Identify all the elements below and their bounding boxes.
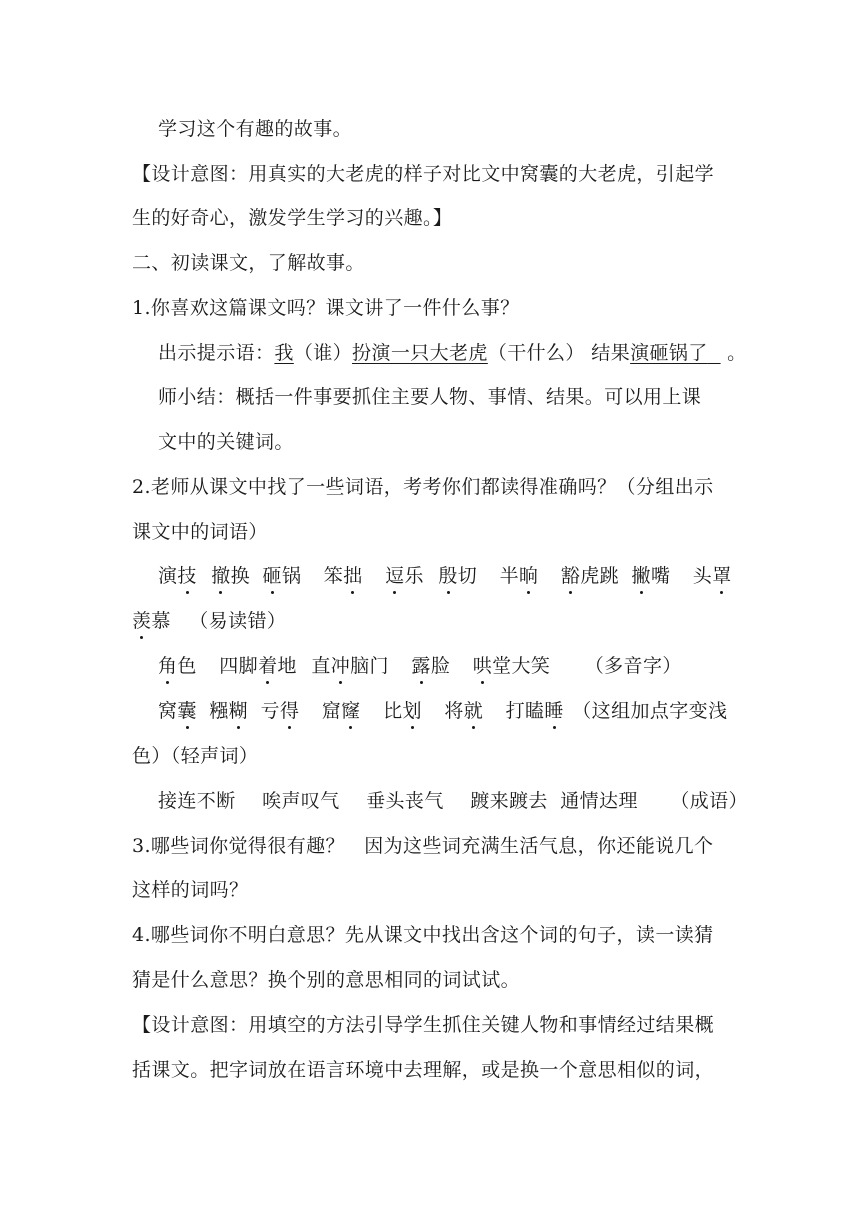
- word-item: 砸锅: [262, 565, 302, 587]
- word-item: 角色: [158, 655, 197, 677]
- word-item: 逗乐: [385, 565, 424, 587]
- word-group-2: [158, 654, 682, 678]
- word-item: 垂头丧气: [366, 790, 444, 812]
- word-item: 演技: [158, 565, 197, 587]
- word-item: 撇嘴: [631, 565, 671, 587]
- question-2-line-2: 课文中的词语）: [132, 521, 268, 543]
- teacher-summary-line-1: 师小结：概括一件事要抓住主要人物、事情、结果。可以用上课: [158, 386, 702, 408]
- word-item: 殷切: [438, 565, 478, 587]
- word-group-1-line-2: [132, 609, 286, 633]
- word-item: 露脸: [411, 655, 451, 677]
- group-note: （易读错）: [189, 610, 287, 632]
- question-4-line-2: 猜是什么意思？换个别的意思相同的词试试。: [132, 969, 521, 991]
- word-item: 撤换: [211, 565, 251, 587]
- teacher-summary-line-2: 文中的关键词。: [158, 431, 294, 453]
- question-3-line-2: 这样的词吗？: [132, 879, 249, 901]
- blank-result: 演砸锅了: [630, 342, 708, 364]
- word-item: 笨拙: [323, 565, 363, 587]
- word-item: 直冲脑门: [311, 655, 389, 677]
- word-item: 半晌: [499, 565, 539, 587]
- word-item: 豁虎跳: [560, 565, 620, 587]
- word-item: 头罩: [692, 565, 732, 587]
- prompt-label: 出示提示语：: [158, 342, 275, 364]
- question-3-line-1: 3.哪些词你觉得很有趣？ 因为这些词充满生活气息，你还能说几个: [132, 835, 714, 857]
- word-group-4: [158, 789, 748, 813]
- word-item: 窟窿: [321, 700, 361, 722]
- question-1: 1.你喜欢这篇课文吗？课文讲了一件什么事？: [132, 297, 520, 319]
- word-item: 打瞌睡: [505, 700, 564, 722]
- word-item: 将就: [444, 700, 484, 722]
- group-note: （这组加点字变浅: [572, 700, 728, 722]
- word-item: 羡慕: [132, 610, 171, 632]
- hint-what: （干什么）: [487, 342, 585, 364]
- prompt-line: [158, 341, 746, 365]
- period: 。: [727, 342, 747, 364]
- group-note: （多音字）: [584, 655, 682, 677]
- result-label: 结果: [591, 342, 631, 364]
- group-note: （成语）: [670, 790, 748, 812]
- design-intent-2-line-2: 括课文。把字词放在语言环境中去理解，或是换一个意思相似的词，: [132, 1059, 715, 1081]
- design-intent-1-line-1: 【设计意图：用真实的大老虎的样子对比文中窝囊的大老虎，引起学: [132, 163, 715, 185]
- word-item: 比划: [383, 700, 422, 722]
- word-item: 窝囊: [158, 700, 197, 722]
- word-item: 哄堂大笑: [472, 655, 551, 677]
- blank-who: 我: [274, 342, 294, 364]
- blank-what: 扮演一只大老虎: [352, 342, 488, 364]
- word-group-3-line-1: [158, 699, 727, 723]
- question-4-line-1: 4.哪些词你不明白意思？先从课文中找出含这个词的句子，读一读猜: [132, 924, 714, 946]
- word-item: 踱来踱去: [470, 790, 548, 812]
- word-item: 通情达理: [560, 790, 638, 812]
- section-heading-2: 二、初读课文，了解故事。: [132, 252, 365, 274]
- hint-who: （谁）: [293, 342, 353, 364]
- word-group-3-line-2: 色）（轻声词）: [132, 745, 259, 767]
- design-intent-2-line-1: 【设计意图：用填空的方法引导学生抓住关键人物和事情经过结果概: [132, 1014, 715, 1036]
- design-intent-1-line-2: 生的好奇心，激发学生学习的兴趣。】: [132, 207, 453, 229]
- word-item: 唉声叹气: [262, 790, 340, 812]
- word-item: 糨糊: [209, 700, 249, 722]
- word-item: 接连不断: [158, 790, 236, 812]
- word-item: 亏得: [260, 700, 300, 722]
- word-group-1-line-1: [158, 564, 732, 588]
- question-2-line-1: 2.老师从课文中找了一些词语，考考你们都读得准确吗？（分组出示: [132, 476, 714, 498]
- word-item: 四脚着地: [219, 655, 297, 677]
- paragraph-intro-end: 学习这个有趣的故事。: [158, 118, 353, 140]
